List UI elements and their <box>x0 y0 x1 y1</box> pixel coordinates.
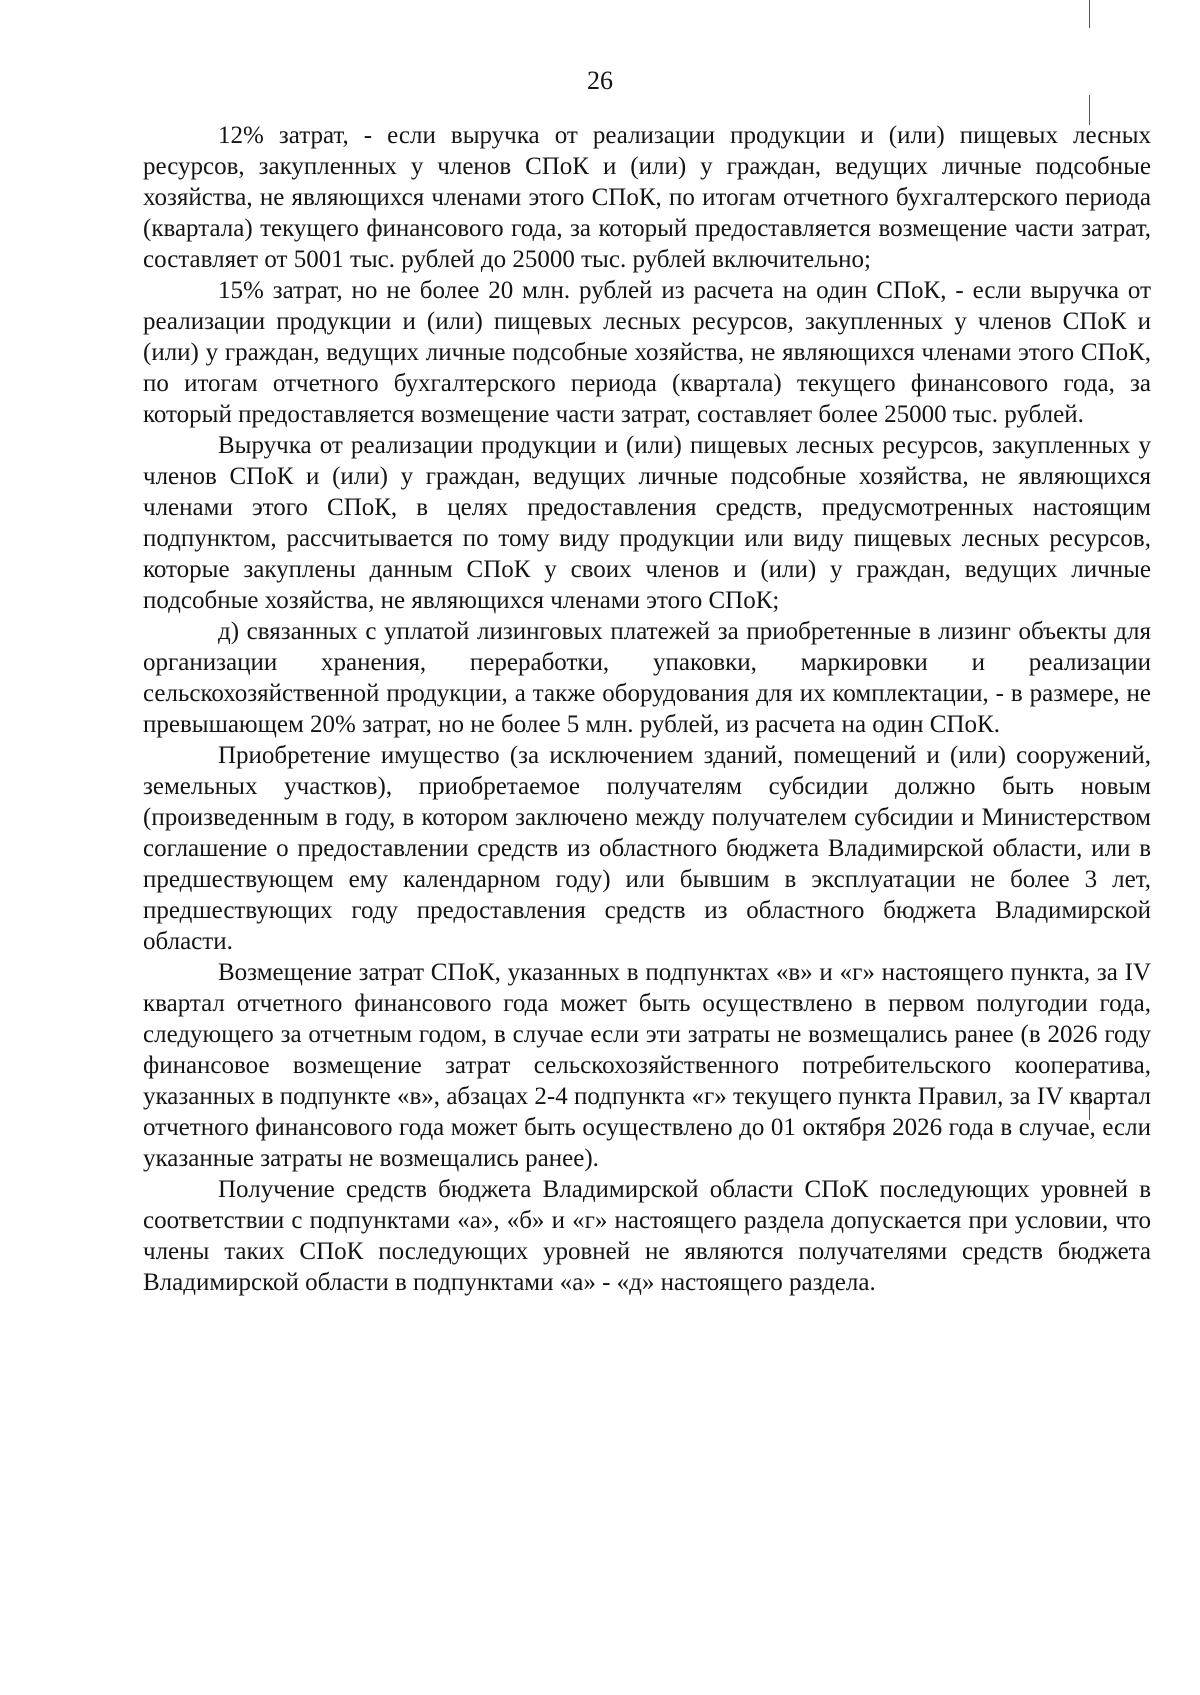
paragraph: 15% затрат, но не более 20 млн. рублей из расчета на один СПоК, - если выручка от реализации продукции и (или) пищевых лесных ресурсов, закупленных у членов СПоК и (или) у граждан, ведущих личные подсобные хозяйства, не являющихся членами этого СПоК, по итогам отчетного бухгалтерского периода (квартала) текущего финансового года, за который предоставляется возмещение части затрат, составляет более 25000 тыс. рублей. <box>143 277 1151 428</box>
scan-artifact-line <box>1089 0 1090 28</box>
paragraph: Выручка от реализации продукции и (или) пищевых лесных ресурсов, закупленных у членов СПоК и (или) у граждан, ведущих личные подсобные хозяйства, не являющихся членами этого СПоК, в целях предоставления средств, предусмотренных настоящим подпунктом, рассчитывается по тому виду продукции или виду пищевых лесных ресурсов, которые закуплены данным СПоК у своих членов и (или) у граждан, ведущих личные подсобные хозяйства, не являющихся членами этого СПоК; <box>143 432 1151 614</box>
paragraph: д) связанных с уплатой лизинговых платежей за приобретенные в лизинг объекты для организации хранения, переработки, упаковки, маркировки и реализации сельскохозяйственной продукции, а также оборудования для их комплектации, - в размере, не превышающем 20% затрат, но не более 5 млн. рублей, из расчета на один СПоК. <box>143 618 1151 738</box>
paragraph: Получение средств бюджета Владимирской области СПоК последующих уровней в соответствии с подпунктами «а», «б» и «г» настоящего раздела допускается при условии, что члены таких СПоК последующих уровней не являются получателями средств бюджета Владимирской области в подпунктами «а» - «д» настоящего раздела. <box>143 1176 1151 1296</box>
paragraph: Возмещение затрат СПоК, указанных в подпунктах «в» и «г» настоящего пункта, за IV квартал отчетного финансового года может быть осуществлено в первом полугодии года, следующего за отчетным годом, в случае если эти затраты не возмещались ранее (в 2026 году финансовое возмещение затрат сельскохозяйственного потребительского кооператива, указанных в подпункте «в», абзацах 2-4 подпункта «г» текущего пункта Правил, за IV квартал отчетного финансового года может быть осуществлено до 01 октября 2026 года в случае, если указанные затраты не возмещались ранее). <box>143 959 1151 1172</box>
paragraph: 12% затрат, - если выручка от реализации продукции и (или) пищевых лесных ресурсов, закупленных у членов СПоК и (или) у граждан, ведущих личные подсобные хозяйства, не являющихся членами этого СПоК, по итогам отчетного бухгалтерского периода (квартала) текущего финансового года, за который предоставляется возмещение части затрат, составляет от 5001 тыс. рублей до 25000 тыс. рублей включительно; <box>143 122 1151 273</box>
paragraph: Приобретение имущество (за исключением зданий, помещений и (или) сооружений, земельных участков), приобретаемое получателям субсидии должно быть новым (произведенным в году, в котором заключено между получателем субсидии и Министерством соглашение о предоставлении средств из областного бюджета Владимирской области, или в предшествующем ему календарном году) или бывшим в эксплуатации не более 3 лет, предшествующих году предоставления средств из областного бюджета Владимирской области. <box>143 742 1151 955</box>
document-body <box>143 120 1151 1298</box>
page-number: 26 <box>587 66 613 95</box>
